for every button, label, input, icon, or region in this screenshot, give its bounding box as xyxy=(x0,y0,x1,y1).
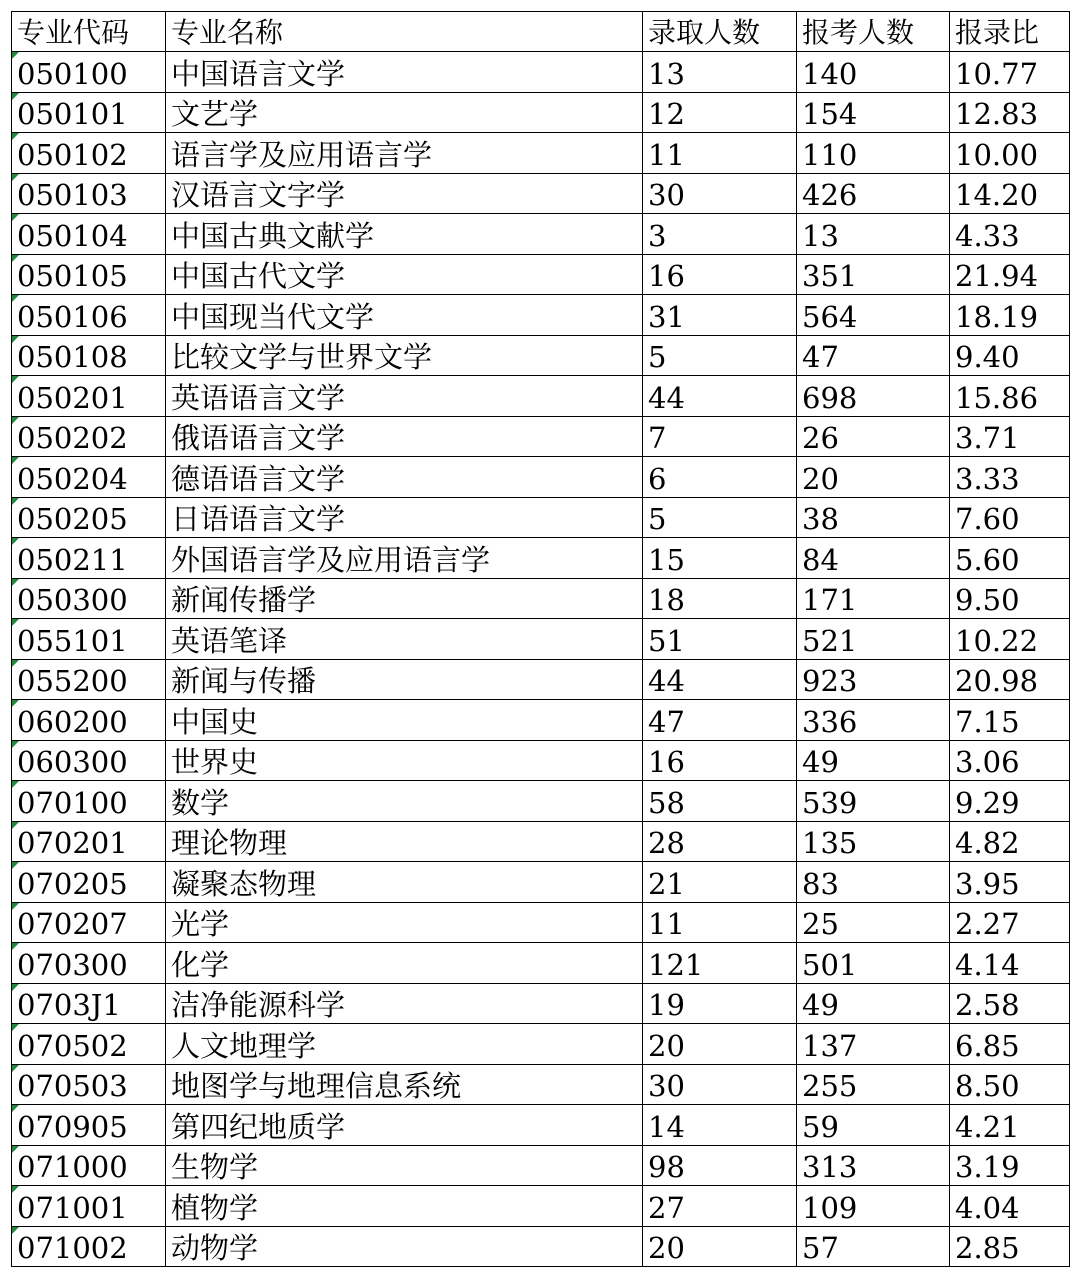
cell-applicants[interactable]: 83 xyxy=(797,862,950,903)
cell-ratio[interactable]: 10.00 xyxy=(950,133,1070,174)
table-row xyxy=(12,457,1070,498)
cell-ratio[interactable]: 18.19 xyxy=(950,295,1070,336)
cell-admitted[interactable]: 11 xyxy=(643,902,797,943)
cell-major-name[interactable]: 英语语言文学 xyxy=(166,376,643,417)
cell-code[interactable]: 050202 xyxy=(12,416,166,457)
cell-admitted[interactable]: 6 xyxy=(643,457,797,498)
cell-admitted[interactable]: 7 xyxy=(643,416,797,457)
cell-applicants[interactable]: 49 xyxy=(797,740,950,781)
table-row xyxy=(12,416,1070,457)
cell-applicants[interactable]: 13 xyxy=(797,214,950,255)
header-cell-code[interactable]: 专业代码 xyxy=(12,12,166,52)
cell-ratio[interactable]: 3.19 xyxy=(950,1145,1070,1186)
table-row xyxy=(12,619,1070,660)
cell-major-name[interactable]: 生物学 xyxy=(166,1145,643,1186)
cell-ratio[interactable]: 2.85 xyxy=(950,1226,1070,1267)
table-row xyxy=(12,52,1070,93)
cell-major-name[interactable]: 植物学 xyxy=(166,1186,643,1227)
table-row xyxy=(12,862,1070,903)
cell-admitted[interactable]: 18 xyxy=(643,578,797,619)
cell-major-name[interactable]: 动物学 xyxy=(166,1226,643,1267)
cell-applicants[interactable]: 521 xyxy=(797,619,950,660)
cell-ratio[interactable]: 20.98 xyxy=(950,659,1070,700)
cell-applicants[interactable]: 84 xyxy=(797,538,950,579)
cell-admitted[interactable]: 44 xyxy=(643,376,797,417)
cell-ratio[interactable]: 3.71 xyxy=(950,416,1070,457)
cell-applicants[interactable]: 255 xyxy=(797,1064,950,1105)
cell-applicants[interactable]: 137 xyxy=(797,1024,950,1065)
table-row xyxy=(12,173,1070,214)
cell-major-name[interactable]: 外国语言学及应用语言学 xyxy=(166,538,643,579)
cell-major-name[interactable]: 德语语言文学 xyxy=(166,457,643,498)
cell-admitted[interactable]: 12 xyxy=(643,92,797,133)
header-cell-applicants[interactable]: 报考人数 xyxy=(797,12,950,52)
table-row xyxy=(12,578,1070,619)
cell-applicants[interactable]: 154 xyxy=(797,92,950,133)
cell-code[interactable]: 070201 xyxy=(12,821,166,862)
cell-ratio[interactable]: 8.50 xyxy=(950,1064,1070,1105)
cell-code[interactable]: 060300 xyxy=(12,740,166,781)
cell-applicants[interactable]: 109 xyxy=(797,1186,950,1227)
cell-admitted[interactable]: 30 xyxy=(643,173,797,214)
cell-ratio[interactable]: 10.77 xyxy=(950,52,1070,93)
cell-ratio[interactable]: 12.83 xyxy=(950,92,1070,133)
cell-admitted[interactable]: 14 xyxy=(643,1105,797,1146)
table-row xyxy=(12,821,1070,862)
cell-ratio[interactable]: 9.50 xyxy=(950,578,1070,619)
table-row xyxy=(12,700,1070,741)
cell-admitted[interactable]: 5 xyxy=(643,335,797,376)
cell-major-name[interactable]: 新闻与传播 xyxy=(166,659,643,700)
cell-applicants[interactable]: 564 xyxy=(797,295,950,336)
table-header xyxy=(12,12,1070,52)
cell-admitted[interactable]: 47 xyxy=(643,700,797,741)
cell-applicants[interactable]: 59 xyxy=(797,1105,950,1146)
cell-applicants[interactable]: 47 xyxy=(797,335,950,376)
cell-major-name[interactable]: 第四纪地质学 xyxy=(166,1105,643,1146)
cell-code[interactable]: 055101 xyxy=(12,619,166,660)
cell-major-name[interactable]: 中国语言文学 xyxy=(166,52,643,93)
cell-ratio[interactable]: 7.15 xyxy=(950,700,1070,741)
header-cell-admitted[interactable]: 录取人数 xyxy=(643,12,797,52)
cell-major-name[interactable]: 中国古典文献学 xyxy=(166,214,643,255)
cell-major-name[interactable]: 数学 xyxy=(166,781,643,822)
cell-applicants[interactable]: 140 xyxy=(797,52,950,93)
table-row xyxy=(12,538,1070,579)
cell-admitted[interactable]: 21 xyxy=(643,862,797,903)
cell-major-name[interactable]: 新闻传播学 xyxy=(166,578,643,619)
cell-ratio[interactable]: 4.33 xyxy=(950,214,1070,255)
cell-major-name[interactable]: 人文地理学 xyxy=(166,1024,643,1065)
header-cell-major-name[interactable]: 专业名称 xyxy=(166,12,643,52)
cell-ratio[interactable]: 4.21 xyxy=(950,1105,1070,1146)
cell-admitted[interactable]: 16 xyxy=(643,740,797,781)
cell-ratio[interactable]: 9.29 xyxy=(950,781,1070,822)
cell-major-name[interactable]: 汉语言文字学 xyxy=(166,173,643,214)
table-row xyxy=(12,1064,1070,1105)
cell-code[interactable]: 050101 xyxy=(12,92,166,133)
cell-admitted[interactable]: 98 xyxy=(643,1145,797,1186)
cell-major-name[interactable]: 中国史 xyxy=(166,700,643,741)
table-row xyxy=(12,1105,1070,1146)
cell-ratio[interactable]: 2.58 xyxy=(950,983,1070,1024)
cell-code[interactable]: 050108 xyxy=(12,335,166,376)
cell-applicants[interactable]: 336 xyxy=(797,700,950,741)
cell-applicants[interactable]: 26 xyxy=(797,416,950,457)
cell-admitted[interactable]: 28 xyxy=(643,821,797,862)
cell-ratio[interactable]: 3.33 xyxy=(950,457,1070,498)
table-row xyxy=(12,1024,1070,1065)
cell-admitted[interactable]: 19 xyxy=(643,983,797,1024)
cell-major-name[interactable]: 比较文学与世界文学 xyxy=(166,335,643,376)
cell-applicants[interactable]: 171 xyxy=(797,578,950,619)
table-row xyxy=(12,133,1070,174)
cell-code[interactable]: 070205 xyxy=(12,862,166,903)
cell-applicants[interactable]: 923 xyxy=(797,659,950,700)
cell-code[interactable]: 071002 xyxy=(12,1226,166,1267)
cell-code[interactable]: 050106 xyxy=(12,295,166,336)
cell-code[interactable]: 070905 xyxy=(12,1105,166,1146)
cell-major-name[interactable]: 光学 xyxy=(166,902,643,943)
cell-applicants[interactable]: 38 xyxy=(797,497,950,538)
cell-ratio[interactable]: 6.85 xyxy=(950,1024,1070,1065)
table-row xyxy=(12,497,1070,538)
cell-code[interactable]: 050300 xyxy=(12,578,166,619)
table-row xyxy=(12,1145,1070,1186)
cell-admitted[interactable]: 3 xyxy=(643,214,797,255)
cell-ratio[interactable]: 21.94 xyxy=(950,254,1070,295)
table-row xyxy=(12,740,1070,781)
cell-code[interactable]: 050205 xyxy=(12,497,166,538)
cell-code[interactable]: 070300 xyxy=(12,943,166,984)
cell-major-name[interactable]: 俄语语言文学 xyxy=(166,416,643,457)
cell-code[interactable]: 070207 xyxy=(12,902,166,943)
cell-applicants[interactable]: 351 xyxy=(797,254,950,295)
cell-code[interactable]: 050211 xyxy=(12,538,166,579)
cell-ratio[interactable]: 7.60 xyxy=(950,497,1070,538)
cell-admitted[interactable]: 5 xyxy=(643,497,797,538)
cell-major-name[interactable]: 化学 xyxy=(166,943,643,984)
cell-applicants[interactable]: 501 xyxy=(797,943,950,984)
cell-admitted[interactable]: 11 xyxy=(643,133,797,174)
cell-code[interactable]: 060200 xyxy=(12,700,166,741)
cell-ratio[interactable]: 4.82 xyxy=(950,821,1070,862)
cell-applicants[interactable]: 539 xyxy=(797,781,950,822)
cell-admitted[interactable]: 20 xyxy=(643,1024,797,1065)
cell-admitted[interactable]: 16 xyxy=(643,254,797,295)
cell-code[interactable]: 050102 xyxy=(12,133,166,174)
cell-admitted[interactable]: 31 xyxy=(643,295,797,336)
cell-code[interactable]: 0703J1 xyxy=(12,983,166,1024)
cell-admitted[interactable]: 13 xyxy=(643,52,797,93)
cell-admitted[interactable]: 15 xyxy=(643,538,797,579)
cell-code[interactable]: 050105 xyxy=(12,254,166,295)
table-row xyxy=(12,214,1070,255)
cell-admitted[interactable]: 121 xyxy=(643,943,797,984)
table-row xyxy=(12,983,1070,1024)
cell-admitted[interactable]: 58 xyxy=(643,781,797,822)
cell-major-name[interactable]: 语言学及应用语言学 xyxy=(166,133,643,174)
cell-major-name[interactable]: 文艺学 xyxy=(166,92,643,133)
table-row xyxy=(12,376,1070,417)
table-row xyxy=(12,659,1070,700)
table-row xyxy=(12,943,1070,984)
cell-admitted[interactable]: 27 xyxy=(643,1186,797,1227)
cell-admitted[interactable]: 44 xyxy=(643,659,797,700)
cell-admitted[interactable]: 30 xyxy=(643,1064,797,1105)
cell-code[interactable]: 050104 xyxy=(12,214,166,255)
cell-ratio[interactable]: 4.14 xyxy=(950,943,1070,984)
cell-ratio[interactable]: 5.60 xyxy=(950,538,1070,579)
table-row xyxy=(12,254,1070,295)
cell-code[interactable]: 071001 xyxy=(12,1186,166,1227)
cell-code[interactable]: 070100 xyxy=(12,781,166,822)
cell-major-name[interactable]: 英语笔译 xyxy=(166,619,643,660)
cell-code[interactable]: 050103 xyxy=(12,173,166,214)
cell-major-name[interactable]: 洁净能源科学 xyxy=(166,983,643,1024)
cell-applicants[interactable]: 135 xyxy=(797,821,950,862)
table-body xyxy=(12,52,1070,1267)
cell-applicants[interactable]: 25 xyxy=(797,902,950,943)
cell-major-name[interactable]: 凝聚态物理 xyxy=(166,862,643,903)
cell-ratio[interactable]: 2.27 xyxy=(950,902,1070,943)
header-cell-ratio[interactable]: 报录比 xyxy=(950,12,1070,52)
table-row xyxy=(12,1226,1070,1267)
table-row xyxy=(12,1186,1070,1227)
cell-major-name[interactable]: 世界史 xyxy=(166,740,643,781)
cell-major-name[interactable]: 中国古代文学 xyxy=(166,254,643,295)
spreadsheet-table xyxy=(11,11,1070,1267)
cell-applicants[interactable]: 313 xyxy=(797,1145,950,1186)
cell-code[interactable]: 070502 xyxy=(12,1024,166,1065)
cell-applicants[interactable]: 57 xyxy=(797,1226,950,1267)
cell-admitted[interactable]: 51 xyxy=(643,619,797,660)
cell-code[interactable]: 070503 xyxy=(12,1064,166,1105)
cell-ratio[interactable]: 10.22 xyxy=(950,619,1070,660)
table-row xyxy=(12,902,1070,943)
cell-applicants[interactable]: 20 xyxy=(797,457,950,498)
cell-applicants[interactable]: 110 xyxy=(797,133,950,174)
table-row xyxy=(12,295,1070,336)
cell-applicants[interactable]: 698 xyxy=(797,376,950,417)
cell-major-name[interactable]: 理论物理 xyxy=(166,821,643,862)
cell-code[interactable]: 050204 xyxy=(12,457,166,498)
cell-major-name[interactable]: 地图学与地理信息系统 xyxy=(166,1064,643,1105)
cell-code[interactable]: 071000 xyxy=(12,1145,166,1186)
cell-major-name[interactable]: 日语语言文学 xyxy=(166,497,643,538)
table-row xyxy=(12,92,1070,133)
header-row xyxy=(12,12,1070,52)
cell-major-name[interactable]: 中国现当代文学 xyxy=(166,295,643,336)
cell-code[interactable]: 055200 xyxy=(12,659,166,700)
table-row xyxy=(12,335,1070,376)
cell-applicants[interactable]: 426 xyxy=(797,173,950,214)
cell-ratio[interactable]: 4.04 xyxy=(950,1186,1070,1227)
cell-ratio[interactable]: 3.95 xyxy=(950,862,1070,903)
cell-ratio[interactable]: 15.86 xyxy=(950,376,1070,417)
cell-applicants[interactable]: 49 xyxy=(797,983,950,1024)
cell-ratio[interactable]: 9.40 xyxy=(950,335,1070,376)
cell-ratio[interactable]: 3.06 xyxy=(950,740,1070,781)
cell-ratio[interactable]: 14.20 xyxy=(950,173,1070,214)
cell-code[interactable]: 050100 xyxy=(12,52,166,93)
table-row xyxy=(12,781,1070,822)
cell-admitted[interactable]: 20 xyxy=(643,1226,797,1267)
cell-code[interactable]: 050201 xyxy=(12,376,166,417)
